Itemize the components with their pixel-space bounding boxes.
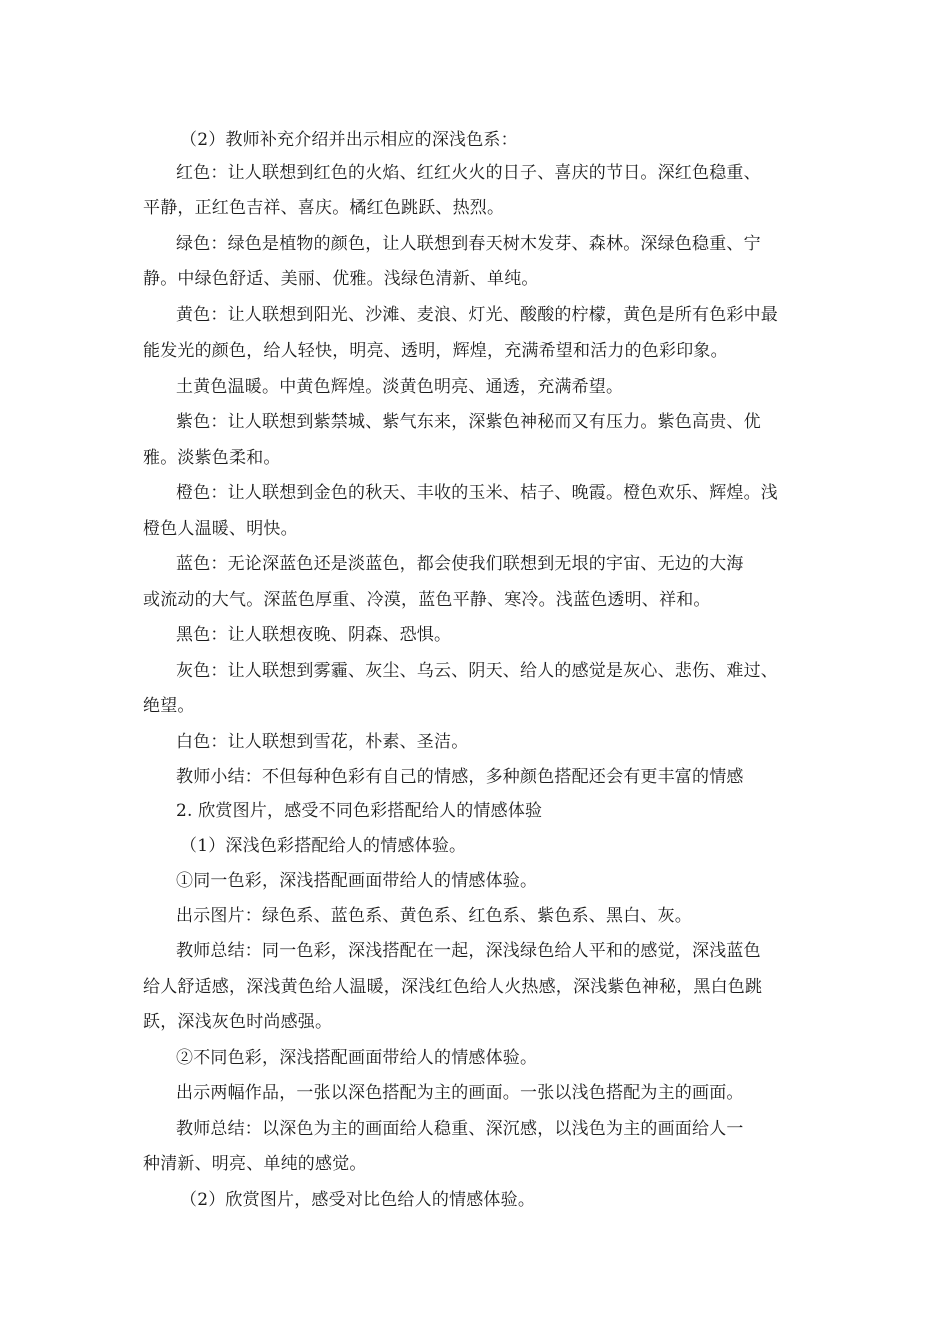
paragraph-line: 种清新、明亮、单纯的感觉。 (143, 1154, 367, 1174)
subsection-heading: （2）欣赏图片，感受对比色给人的情感体验。 (180, 1190, 536, 1210)
paragraph-line: 静。中绿色舒适、美丽、优雅。浅绿色清新、单纯。 (143, 269, 539, 289)
paragraph-line: 教师小结：不但每种色彩有自己的情感，多种颜色搭配还会有更丰富的情感 (176, 767, 744, 787)
paragraph-line: 绿色：绿色是植物的颜色，让人联想到春天树木发芽、森林。深绿色稳重、宁 (176, 234, 761, 254)
paragraph-line: 雅。淡紫色柔和。 (143, 448, 281, 468)
paragraph-line: 出示两幅作品，一张以深色搭配为主的画面。一张以浅色搭配为主的画面。 (176, 1083, 744, 1103)
section-heading: 2. 欣赏图片，感受不同色彩搭配给人的情感体验 (176, 801, 543, 821)
paragraph-line: 教师总结：以深色为主的画面给人稳重、深沉感，以浅色为主的画面给人一 (176, 1119, 744, 1139)
paragraph-line: ②不同色彩，深浅搭配画面带给人的情感体验。 (176, 1048, 538, 1068)
paragraph-line: 或流动的大气。深蓝色厚重、冷漠，蓝色平静、寒冷。浅蓝色透明、祥和。 (143, 590, 711, 610)
subsection-heading: （1）深浅色彩搭配给人的情感体验。 (180, 836, 467, 856)
paragraph-line: 给人舒适感，深浅黄色给人温暖，深浅红色给人火热感，深浅紫色神秘，黑白色跳 (143, 977, 763, 997)
paragraph-line: 蓝色：无论深蓝色还是淡蓝色，都会使我们联想到无垠的宇宙、无边的大海 (176, 554, 744, 574)
paragraph-line: 能发光的颜色，给人轻快，明亮、透明，辉煌，充满希望和活力的色彩印象。 (143, 341, 728, 361)
paragraph-line: 跃，深浅灰色时尚感强。 (143, 1012, 333, 1032)
paragraph-line: 教师总结：同一色彩，深浅搭配在一起，深浅绿色给人平和的感觉，深浅蓝色 (176, 941, 761, 961)
paragraph-line: 橙色：让人联想到金色的秋天、丰收的玉米、桔子、晚霞。橙色欢乐、辉煌。浅 (176, 483, 778, 503)
paragraph-line: 出示图片：绿色系、蓝色系、黄色系、红色系、紫色系、黑白、灰。 (176, 906, 692, 926)
paragraph-line: 橙色人温暖、明快。 (143, 519, 298, 539)
paragraph-line: 灰色：让人联想到雾霾、灰尘、乌云、阴天、给人的感觉是灰心、悲伤、难过、 (176, 661, 778, 681)
paragraph-line: 黑色：让人联想夜晚、阴森、恐惧。 (176, 625, 452, 645)
subsection-heading: （2）教师补充介绍并出示相应的深浅色系： (180, 130, 518, 150)
paragraph-line: 绝望。 (143, 696, 195, 716)
paragraph-line: ①同一色彩，深浅搭配画面带给人的情感体验。 (176, 871, 538, 891)
paragraph-line: 红色：让人联想到红色的火焰、红红火火的日子、喜庆的节日。深红色稳重、 (176, 163, 761, 183)
paragraph-line: 平静，正红色吉祥、喜庆。橘红色跳跃、热烈。 (143, 198, 505, 218)
paragraph-line: 土黄色温暖。中黄色辉煌。淡黄色明亮、通透，充满希望。 (176, 377, 624, 397)
paragraph-line: 黄色：让人联想到阳光、沙滩、麦浪、灯光、酸酸的柠檬，黄色是所有色彩中最 (176, 305, 778, 325)
paragraph-line: 白色：让人联想到雪花，朴素、圣洁。 (176, 732, 469, 752)
paragraph-line: 紫色：让人联想到紫禁城、紫气东来，深紫色神秘而又有压力。紫色高贵、优 (176, 412, 761, 432)
